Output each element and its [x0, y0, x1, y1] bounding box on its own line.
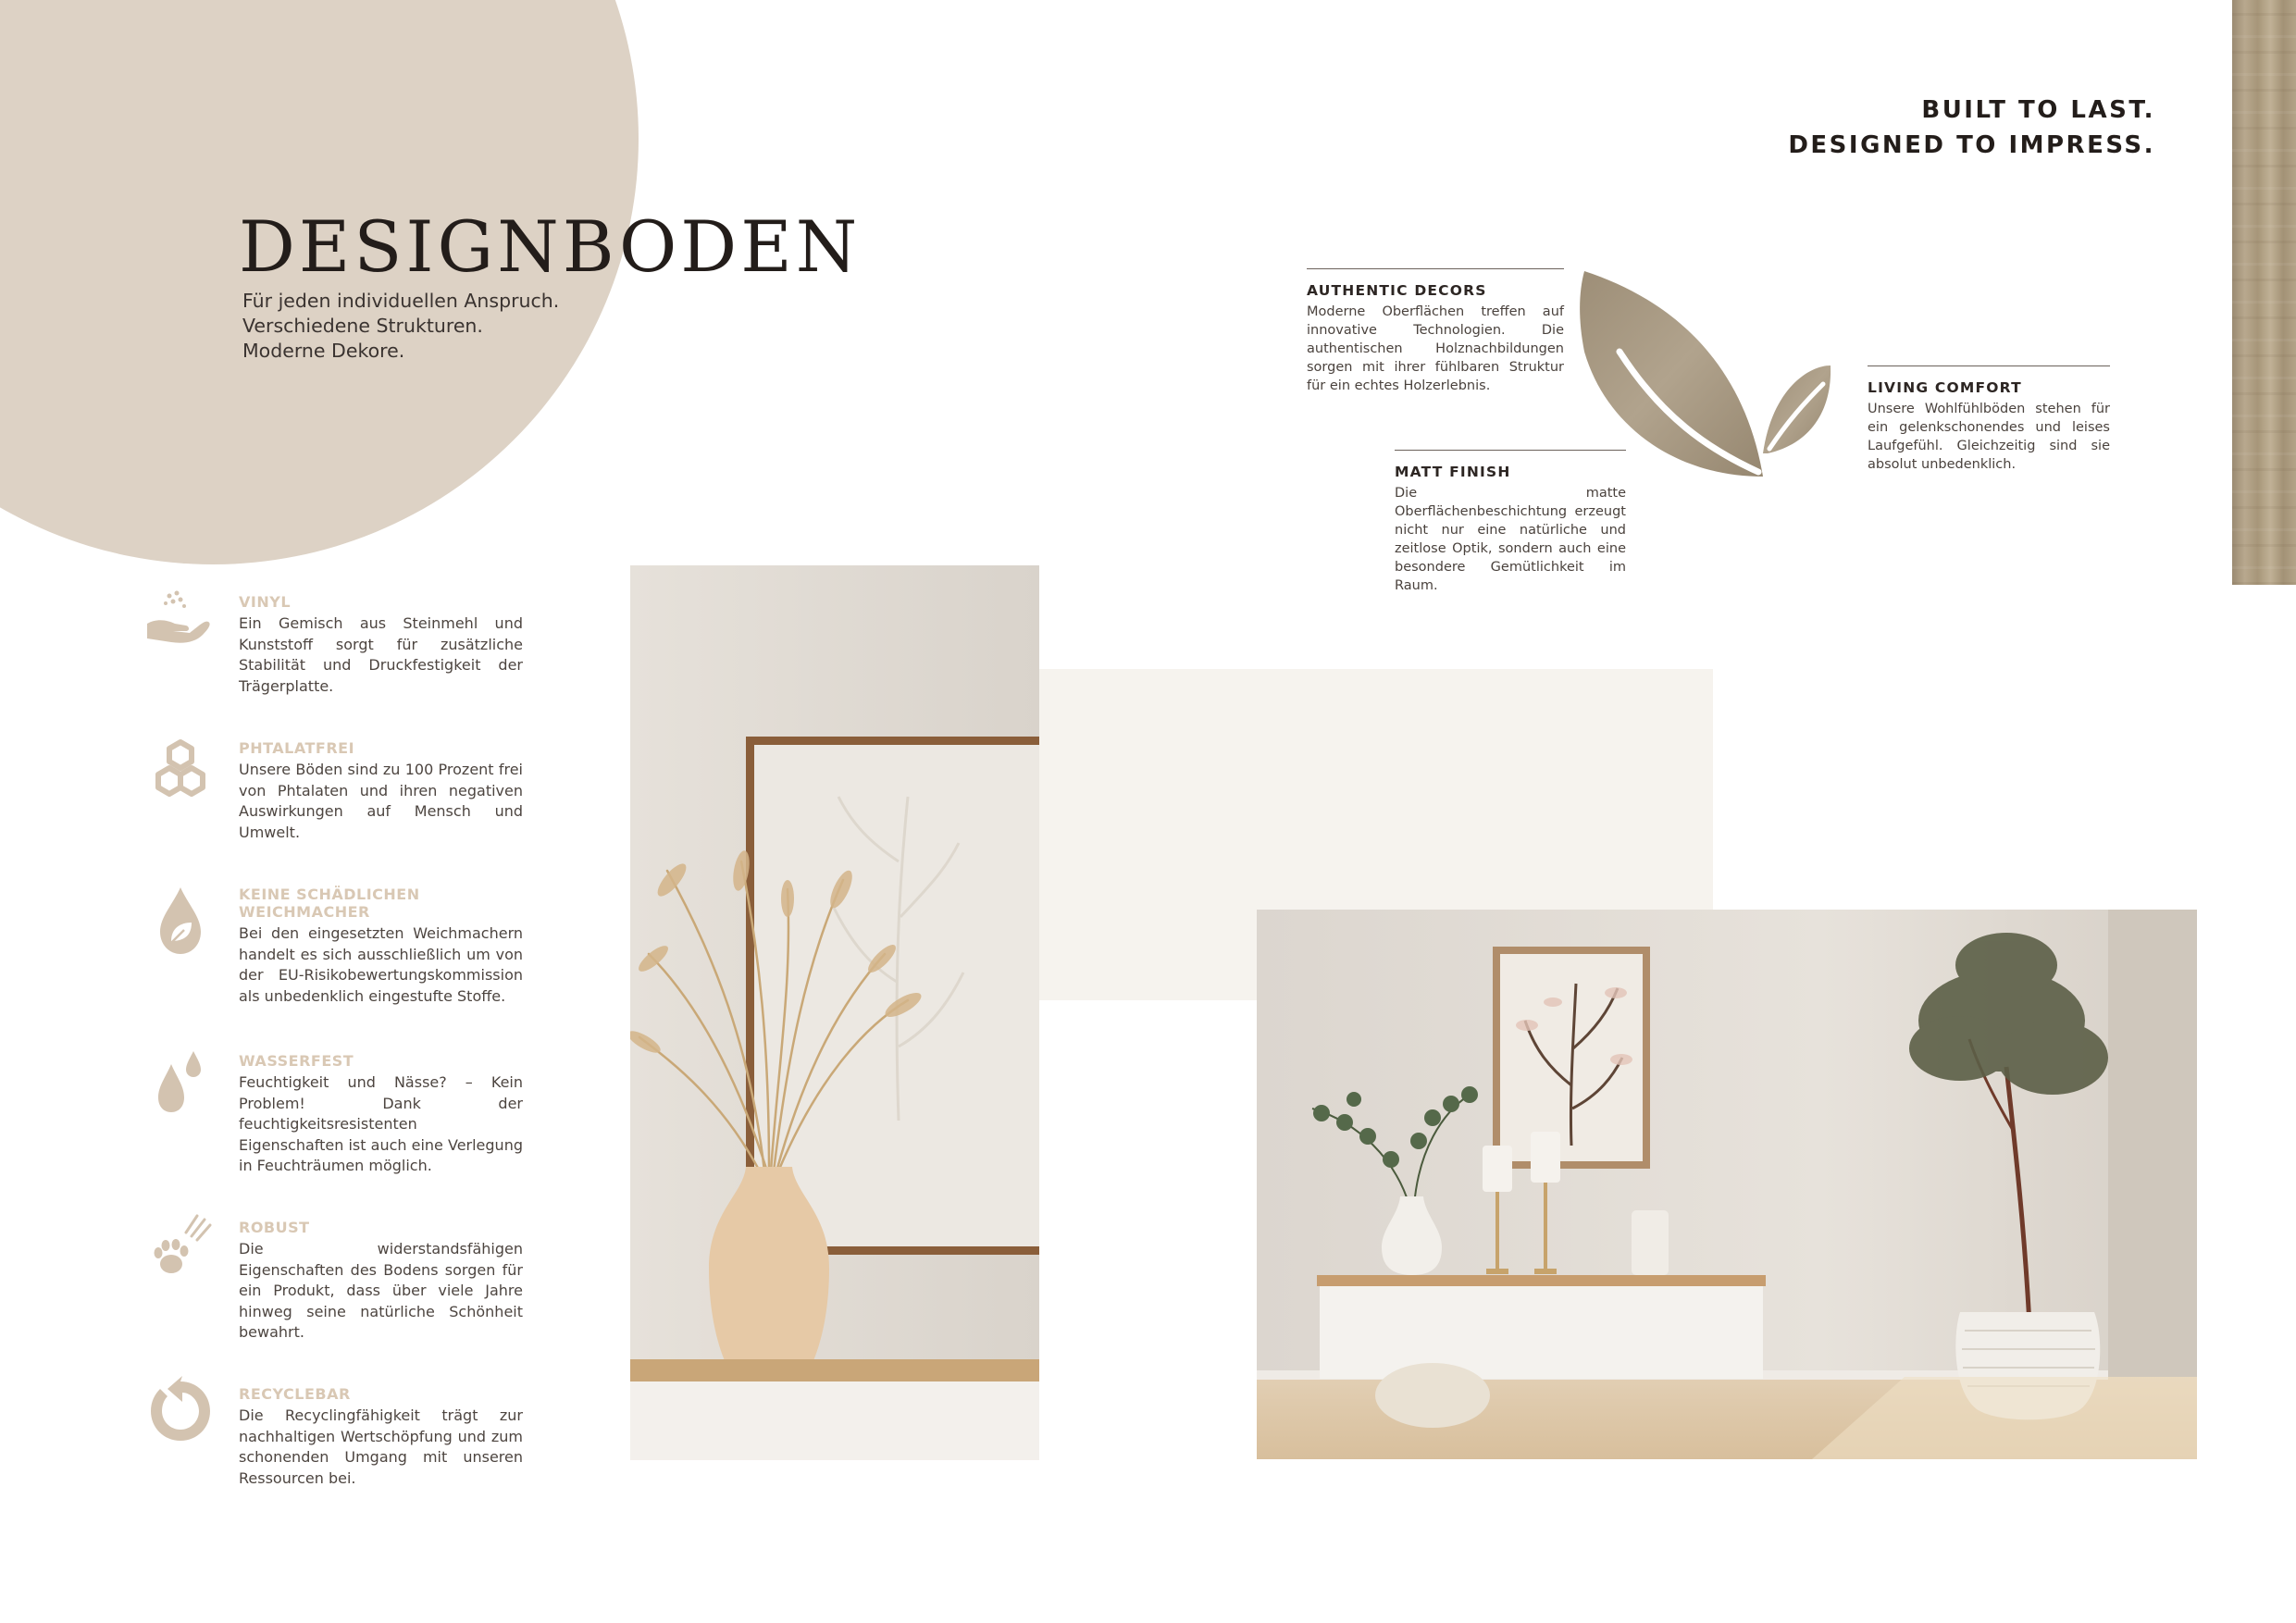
molecule-icon [143, 731, 217, 805]
feature-authentic-decors [1307, 268, 1564, 395]
hand-powder-icon [143, 583, 217, 657]
property-recyclebar [239, 1385, 523, 1489]
page-subtitle [242, 289, 559, 364]
slogan [1788, 93, 2155, 163]
feature-text: Unsere Wohlfühlböden stehen für ein gelenkschonendes und leises Laufgefühl. Gleichzeitig sind sie absolut unbedenklich. [1868, 402, 2110, 472]
recycle-icon [143, 1374, 217, 1448]
feature-matt-finish [1395, 450, 1626, 595]
property-title: ROBUST [239, 1219, 310, 1236]
drop-leaf-icon [143, 884, 217, 958]
property-title: KEINE SCHÄDLICHEN WEICHMACHER [239, 886, 420, 921]
photo-interior-sideboard [1257, 910, 2197, 1459]
property-title: PHTALATFREI [239, 739, 355, 757]
wood-texture-strip [2232, 0, 2296, 585]
subtitle-line: Moderne Dekore. [242, 340, 405, 362]
property-title: WASSERFEST [239, 1052, 354, 1070]
property-text: Die widerstandsfähigen Eigenschaften des Bodens sorgen für ein Produkt, dass über viele Jahre hinweg seine natürliche Schönheit bewahrt. [239, 1240, 523, 1341]
paw-scratch-icon [143, 1212, 217, 1286]
big-leaf-shape [1580, 271, 1763, 477]
property-text: Unsere Böden sind zu 100 Prozent frei von Phtalaten und ihren negativen Auswirkungen auf Mensch und Umwelt. [239, 761, 523, 841]
property-robust [239, 1219, 523, 1344]
subtitle-line: Verschiedene Strukturen. [242, 315, 483, 337]
property-title: VINYL [239, 593, 292, 611]
subtitle-line: Für jeden individuellen Anspruch. [242, 290, 560, 312]
water-drops-icon [143, 1046, 217, 1120]
property-wasserfest [239, 1052, 523, 1177]
feature-title: AUTHENTIC DECORS [1307, 282, 1487, 299]
photo-vase-dried-grass [630, 565, 1039, 1460]
property-text: Feuchtigkeit und Nässe? – Kein Problem! Dank der feuchtigkeitsresistenten Eigenschaften ist auch eine Verlegung in Feuchträumen möglich. [239, 1073, 523, 1174]
property-text: Bei den eingesetzten Weichmachern handelt es sich ausschließlich um von der EU-Risikobewertungskommission als unbedenklich eingestufte Stoffe. [239, 924, 523, 1005]
property-weichmacher [239, 886, 523, 1007]
feature-text: Moderne Oberflächen treffen auf innovative Technologien. Die authentischen Holznachbildungen sorgen mit ihrer fühlbaren Struktur für ein echtes Holzerlebnis. [1307, 304, 1564, 393]
property-title: RECYCLEBAR [239, 1385, 351, 1403]
feature-living-comfort [1868, 365, 2110, 474]
feature-text: Die matte Oberflächenbeschichtung erzeugt nicht nur eine natürliche und zeitlose Optik, sondern auch eine besondere Gemütlichkeit im Raum. [1395, 486, 1626, 593]
page-title: DESIGNBODEN [239, 205, 862, 288]
property-vinyl [239, 593, 523, 697]
feature-title: MATT FINISH [1395, 464, 1511, 480]
feature-title: LIVING COMFORT [1868, 379, 2022, 396]
property-phtalatfrei [239, 739, 523, 843]
property-text: Die Recyclingfähigkeit trägt zur nachhaltigen Wertschöpfung und zum schonenden Umgang mit unseren Ressourcen bei. [239, 1406, 523, 1487]
slogan-line: BUILT TO LAST. [1921, 96, 2155, 124]
slogan-line: DESIGNED TO IMPRESS. [1788, 131, 2155, 159]
property-text: Ein Gemisch aus Steinmehl und Kunststoff sorgt für zusätzliche Stabilität und Druckfestigkeit der Trägerplatte. [239, 614, 523, 695]
